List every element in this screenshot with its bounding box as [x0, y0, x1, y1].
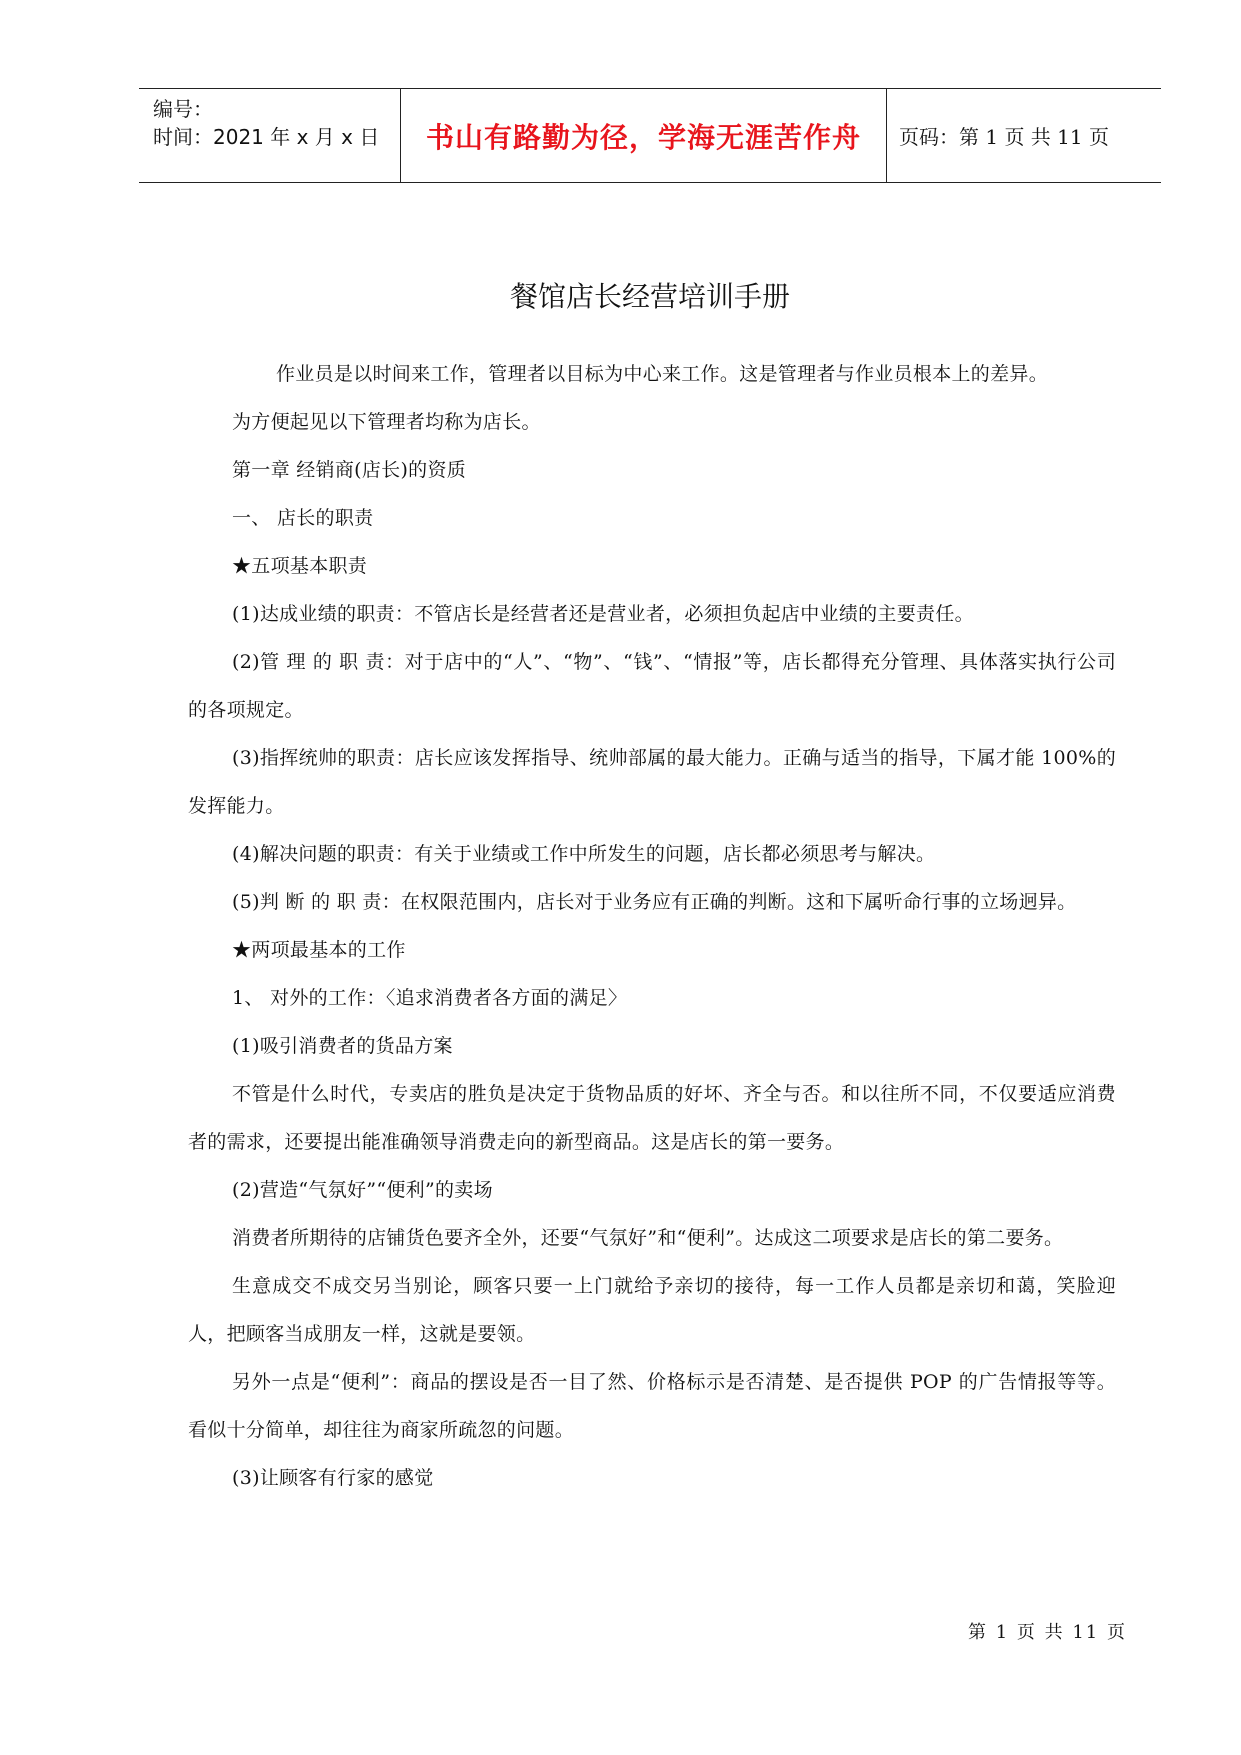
document-body	[188, 350, 1116, 1502]
paragraph: 作业员是以时间来工作，管理者以目标为中心来工作。这是管理者与作业员根本上的差异。	[276, 363, 1049, 385]
paragraph: (2)管 理 的 职 责：对于店中的“人”、“物”、“钱”、“情报”等，店长都得充分管理、具体落实执行公司的各项规定。	[188, 651, 1116, 721]
chapter-heading: 第一章 经销商(店长)的资质	[232, 459, 467, 481]
section-heading: 一、 店长的职责	[232, 507, 374, 529]
paragraph: 另外一点是“便利”：商品的摆设是否一目了然、价格标示是否清楚、是否提供 POP 的广告情报等等。看似十分简单，却往往为商家所疏忽的问题。	[188, 1371, 1116, 1441]
header-motto-cell	[401, 89, 887, 182]
paragraph: 为方便起见以下管理者均称为店长。	[232, 411, 541, 433]
paragraph: 不管是什么时代，专卖店的胜负是决定于货物品质的好坏、齐全与否。和以往所不同，不仅要适应消费者的需求，还要提出能准确领导消费走向的新型商品。这是店长的第一要务。	[188, 1083, 1116, 1153]
header-page-cell	[887, 89, 1161, 182]
number-label: 编号：	[153, 97, 213, 121]
paragraph: (4)解决问题的职责：有关于业绩或工作中所发生的问题，店长都必须思考与解决。	[232, 843, 936, 865]
header-info-cell	[139, 89, 401, 182]
paragraph: 生意成交不成交另当别论，顾客只要一上门就给予亲切的接待，每一工作人员都是亲切和蔼，笑脸迎人，把顾客当成朋友一样，这就是要领。	[188, 1275, 1116, 1345]
paragraph: 消费者所期待的店铺货色要齐全外，还要“气氛好”和“便利”。达成这二项要求是店长的第二要务。	[232, 1227, 1064, 1249]
list-item: (1)吸引消费者的货品方案	[232, 1035, 453, 1057]
page-label: 页码：第 1 页 共 11 页	[899, 125, 1109, 149]
motto: 书山有路勤为径，学海无涯苦作舟	[425, 120, 861, 154]
subsection-heading: ★五项基本职责	[232, 555, 368, 577]
header-table	[139, 88, 1161, 183]
page-footer: 第 1 页 共 11 页	[968, 1622, 1127, 1643]
list-item: (3)让顾客有行家的感觉	[232, 1467, 434, 1489]
paragraph: (5)判 断 的 职 责：在权限范围内，店长对于业务应有正确的判断。这和下属听命行事的立场迥异。	[232, 891, 1077, 913]
list-item: (2)营造“气氛好”“便利”的卖场	[232, 1179, 493, 1201]
time-label: 时间：2021 年 x 月 x 日	[153, 125, 380, 149]
document-title: 餐馆店长经营培训手册	[509, 280, 790, 313]
subsection-heading: ★两项最基本的工作	[232, 939, 406, 961]
paragraph: (1)达成业绩的职责：不管店长是经营者还是营业者，必须担负起店中业绩的主要责任。	[232, 603, 974, 625]
paragraph: (3)指挥统帅的职责：店长应该发挥指导、统帅部属的最大能力。正确与适当的指导，下属才能 100%的发挥能力。	[188, 747, 1116, 817]
list-heading: 1、 对外的工作：〈追求消费者各方面的满足〉	[232, 987, 628, 1009]
